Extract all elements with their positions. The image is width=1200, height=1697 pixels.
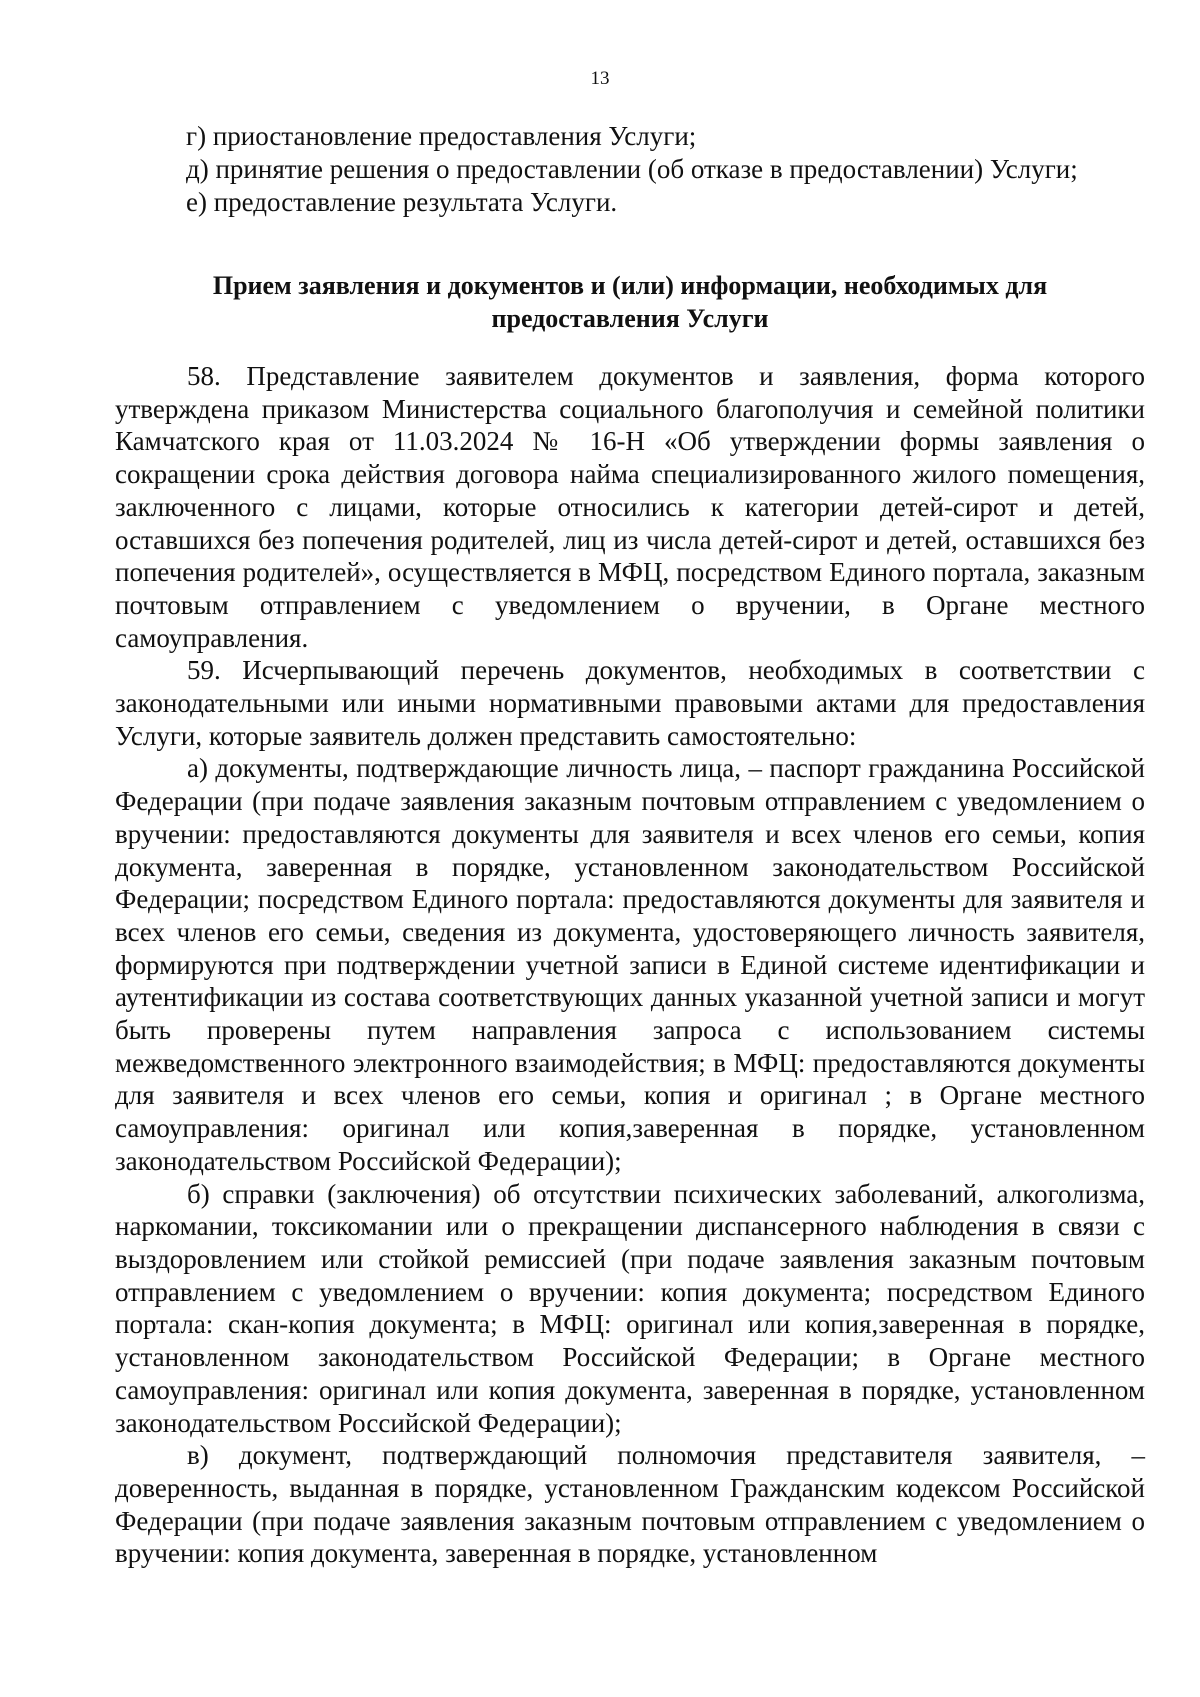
section-heading (115, 269, 1145, 335)
stage-list (186, 120, 1146, 219)
paragraph-59-a: а) документы, подтверждающие личность лица, – паспорт гражданина Российской Федерации (при подаче заявления заказным почтовым отправлением с уведомлением о вручении: предоставляются документы для заявителя и всех членов его семьи, копия документа, заверенная в порядке, установленном законодательством Российской Федерации; посредством Единого портала: предоставляются документы для заявителя и всех членов его семьи, сведения из документа, удостоверяющего личность заявителя, формируются при подтверждении учетной записи в Единой системе идентификации и аутентификации из состава соответствующих данных указанной учетной записи и могут быть проверены путем направления запроса с использованием системы межведомственного электронного взаимодействия; в МФЦ: предоставляются документы для заявителя и всех членов его семьи, копия и оригинал ; в Органе местного самоуправления: оригинал или копия,заверенная в порядке, установленном законодательством Российской Федерации); (115, 753, 1145, 1176)
paragraph-59-b: б) справки (заключения) об отсутствии психических заболеваний, алкоголизма, наркомании, токсикомании или о прекращении диспансерного наблюдения в связи с выздоровлением или стойкой ремиссией (при подаче заявления заказным почтовым отправлением с уведомлением о вручении: копия документа; посредством Единого портала: скан-копия документа; в МФЦ: оригинал или копия,заверенная в порядке, установленном законодательством Российской Федерации; в Органе местного самоуправления: оригинал или копия документа, заверенная в порядке, установленном законодательством Российской Федерации); (115, 1178, 1145, 1438)
list-item: е) предоставление результата Услуги. (186, 187, 618, 217)
paragraph-59-v: в) документ, подтверждающий полномочия представителя заявителя, – доверенность, выданная в порядке, установленном Гражданским кодексом Российской Федерации (при подаче заявления заказным почтовым отправлением с уведомлением о вручении: копия документа, заверенная в порядке, установленном (115, 1440, 1145, 1569)
document-body (115, 360, 1145, 1570)
page-number: 13 (590, 68, 610, 89)
list-item: г) приостановление предоставления Услуги; (186, 121, 697, 151)
paragraph-59: 59. Исчерпывающий перечень документов, необходимых в соответствии с законодательными или иными нормативными правовыми актами для предоставления Услуги, которые заявитель должен представить самостоятельно: (115, 655, 1145, 751)
paragraph-58: 58. Представление заявителем документов и заявления, форма которого утверждена приказом Министерства социального благополучия и семейной политики Камчатского края от 11.03.2024 № 16-Н «Об утверждении формы заявления о сокращении срока действия договора найма специализированного жилого помещения, заключенного с лицами, которые относились к категории детей-сирот и детей, оставшихся без попечения родителей, лиц из числа детей-сирот и детей, оставшихся без попечения родителей», осуществляется в МФЦ, посредством Единого портала, заказным почтовым отправлением с уведомлением о вручении, в Органе местного самоуправления. (115, 361, 1145, 653)
section-heading-line: предоставления Услуги (491, 304, 769, 333)
section-heading-line: Прием заявления и документов и (или) информации, необходимых для (212, 271, 1048, 300)
list-item: д) принятие решения о предоставлении (об отказе в предоставлении) Услуги; (186, 154, 1078, 184)
